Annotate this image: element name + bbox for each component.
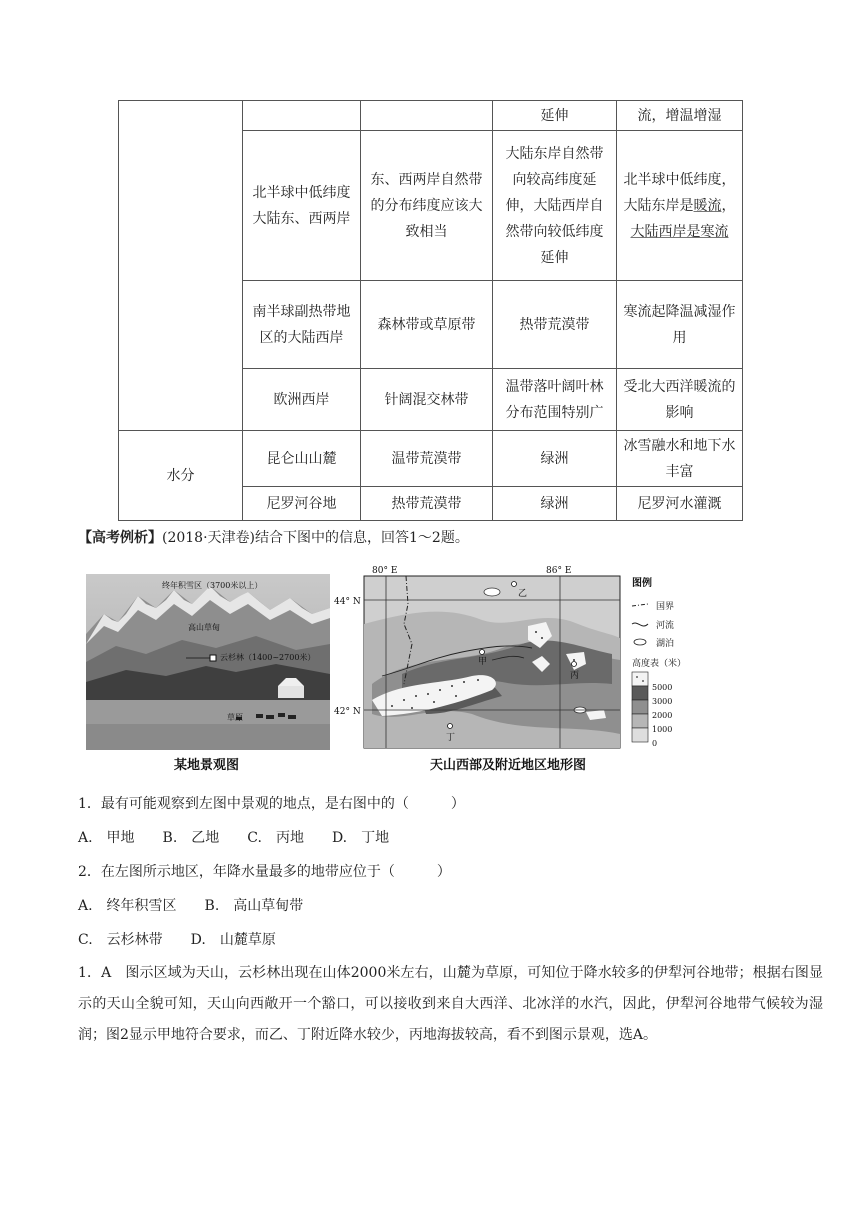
snow-zone-label: 终年积雪区（3700米以上） <box>162 581 263 590</box>
legend-river-label: 河流 <box>656 621 675 631</box>
lat-label-44n: 44° N <box>334 597 361 607</box>
question-1: 1．最有可能观察到左图中景观的地点，是右图中的（ ） <box>78 796 465 812</box>
exam-example-text: (2018·天津卷)结合下图中的信息，回答1～2题。 <box>162 530 469 546</box>
table-cell: 北半球中低纬度大陆东、西两岸 <box>243 131 361 281</box>
legend-border-label: 国界 <box>656 602 675 612</box>
question-2-options-ab: A. 终年积雪区 B. 高山草甸带 <box>78 898 304 914</box>
table-cell: 针阔混交林带 <box>361 369 493 431</box>
place-jia-label: 甲 <box>478 657 488 667</box>
place-ding-label: 丁 <box>446 733 456 743</box>
legend-level-1000: 1000 <box>652 725 673 734</box>
grassland-label: 草原 <box>227 713 243 722</box>
legend-lake-label: 湖泊 <box>656 639 675 649</box>
cell-text: 北半球中低纬度，大陆东岸是 <box>623 171 736 214</box>
cell-text: ， <box>721 197 736 214</box>
landscape-photo <box>86 574 330 750</box>
answer-text: 图示区域为天山，云杉林出现在山体2000米左右，山麓为草原，可知位于降水较多的伊犁河谷地带；根据右图显示的天山全貌可知，天山向西敞开一个豁口，可以接收到来自大西洋、北冰洋的水汽，因此，伊犁河谷地带气候较为湿润；图2显示甲地符合要求，而乙、丁附近降水较少，丙地海拔较高，看不到图示景观，选A。 <box>78 965 823 1043</box>
table-cell: 尼罗河谷地 <box>243 487 361 521</box>
table-row <box>119 101 743 131</box>
table-cell: 寒流起降温减湿作用 <box>617 281 743 369</box>
table-cell: 东、西两岸自然带的分布纬度应该大致相当 <box>361 131 493 281</box>
lon-label-80e: 80° E <box>372 566 398 576</box>
table-cell: 大陆东岸自然带向较高纬度延伸，大陆西岸自然带向较低纬度延伸 <box>493 131 617 281</box>
table-cell: 冰雪融水和地下水丰富 <box>617 431 743 487</box>
place-yi-label: 乙 <box>518 589 528 599</box>
table-cell <box>361 101 493 131</box>
table-cell: 延伸 <box>493 101 617 131</box>
table-cell-factor: 水分 <box>119 431 243 521</box>
table-cell: 绿洲 <box>493 431 617 487</box>
table-cell-factor <box>119 101 243 431</box>
table-cell: 尼罗河水灌溉 <box>617 487 743 521</box>
table-cell: 流，增温增湿 <box>617 101 743 131</box>
table-cell: 热带荒漠带 <box>493 281 617 369</box>
question-2: 2．在左图所示地区，年降水量最多的地带应位于（ ） <box>78 864 451 880</box>
table-cell: 南半球副热带地区的大陆西岸 <box>243 281 361 369</box>
table-cell: 温带落叶阔叶林分布范围特别广 <box>493 369 617 431</box>
lon-label-86e: 86° E <box>546 566 572 576</box>
table-cell: 昆仑山山麓 <box>243 431 361 487</box>
spruce-label: 云杉林（1400~2700米） <box>220 653 316 662</box>
table-cell <box>243 101 361 131</box>
question-2-options-cd: C. 云杉林带 D. 山麓草原 <box>78 932 276 948</box>
legend-level-5000: 5000 <box>652 683 673 692</box>
legend-title: 图例 <box>632 578 652 589</box>
comparison-table <box>118 100 743 521</box>
figure-right-caption: 天山西部及附近地区地形图 <box>430 758 587 773</box>
cell-text-underlined: 大陆西岸是寒流 <box>630 223 729 240</box>
table-cell: 温带荒漠带 <box>361 431 493 487</box>
figure-left-caption: 某地景观图 <box>174 758 240 773</box>
place-bing-label: 丙 <box>570 671 580 681</box>
cell-text-underlined: 暖流 <box>693 197 722 214</box>
table-cell: 热带荒漠带 <box>361 487 493 521</box>
legend-elevation-title: 高度表（米） <box>632 659 687 669</box>
exam-example-tag: 【高考例析】 <box>78 530 162 546</box>
table-cell: 受北大西洋暖流的影响 <box>617 369 743 431</box>
legend-level-3000: 3000 <box>652 697 673 706</box>
table-cell: 欧洲西岸 <box>243 369 361 431</box>
legend-level-2000: 2000 <box>652 711 673 720</box>
table-cell: 绿洲 <box>493 487 617 521</box>
table-cell: 森林带或草原带 <box>361 281 493 369</box>
answer-explanation <box>78 958 823 1051</box>
answer-lead: 1．A <box>78 965 112 981</box>
table-cell <box>617 131 743 281</box>
terrain-map <box>334 564 728 754</box>
meadow-label: 高山草甸 <box>188 623 220 632</box>
legend-level-0: 0 <box>652 739 658 748</box>
map-legend <box>632 576 686 748</box>
table-row <box>119 431 743 487</box>
exam-example-intro <box>78 528 469 548</box>
question-1-options: A. 甲地 B. 乙地 C. 丙地 D. 丁地 <box>78 830 390 846</box>
lat-label-42n: 42° N <box>334 707 361 717</box>
